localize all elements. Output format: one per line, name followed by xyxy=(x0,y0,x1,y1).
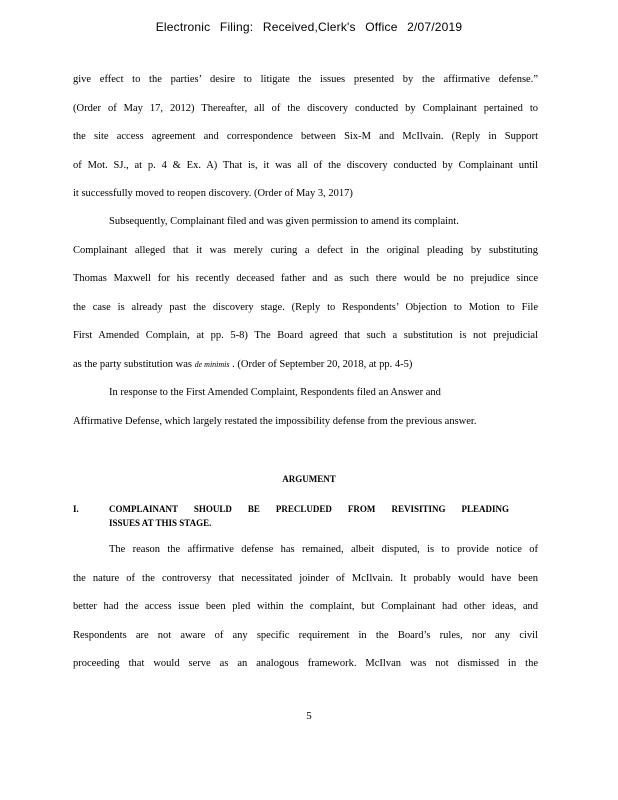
text-line: (Order of May 17, 2012) Thereafter, all of the discovery conducted by Complainant pertained to xyxy=(73,102,538,114)
text-line: proceeding that would serve as an analogous framework. McIlvan was not dismissed in the xyxy=(73,658,538,669)
text-line: the site access agreement and correspondence between Six-M and McIlvain. (Reply in Support xyxy=(73,131,538,142)
text-line: Affirmative Defense, which largely restated the impossibility defense from the previous answer. xyxy=(73,415,477,427)
paragraph-4 xyxy=(73,536,538,679)
text-line: give effect to the parties’ desire to litigate the issues presented by the affirmative defense.” xyxy=(73,74,538,85)
text-line: of Mot. SJ., at p. 4 & Ex. A) That is, it was all of the discovery conducted by Complainant until xyxy=(73,159,538,171)
section-title-line: COMPLAINANT SHOULD BE PRECLUDED FROM REVISITING PLEADING xyxy=(109,504,509,514)
text-line: Thomas Maxwell for his recently deceased father and as such there would be no prejudice since xyxy=(73,273,538,284)
text-fragment: . (Order of September 20, 2018, at pp. 4-5) xyxy=(232,358,413,370)
text-line: Subsequently, Complainant filed and was given permission to amend its complaint. xyxy=(109,216,459,227)
text-line: Respondents are not aware of any specific requirement in the Board’s rules, nor any civil xyxy=(73,629,538,641)
text-line xyxy=(73,351,538,380)
paragraph-3 xyxy=(73,379,538,436)
text-line: the nature of the controversy that necessitated joinder of McIlvain. It probably would have been xyxy=(73,572,538,584)
text-line: The reason the affirmative defense has remained, albeit disputed, is to provide notice of xyxy=(109,544,538,555)
italic-term: de minimis xyxy=(194,359,230,369)
section-title xyxy=(109,502,509,530)
filing-header: Electronic Filing: Received,Clerk's Office 2/07/2019 xyxy=(155,20,463,34)
argument-heading: ARGUMENT xyxy=(282,474,336,484)
text-line: Complainant alleged that it was merely curing a defect in the original pleading by substituting xyxy=(73,244,538,256)
text-line: it successfully moved to reopen discovery. (Order of May 3, 2017) xyxy=(73,188,353,199)
text-line: In response to the First Amended Complaint, Respondents filed an Answer and xyxy=(109,387,441,398)
section-number: I. xyxy=(73,504,79,514)
paragraph-2 xyxy=(73,208,538,379)
text-line: better had the access issue been pled within the complaint, but Complainant had other ideas, and xyxy=(73,601,538,612)
text-fragment: as the party substitution was xyxy=(73,358,192,370)
page-number: 5 xyxy=(306,710,312,722)
section-title-line: ISSUES AT THIS STAGE. xyxy=(109,518,212,528)
paragraph-1 xyxy=(73,66,538,209)
text-line: the case is already past the discovery stage. (Reply to Respondents’ Objection to Motion to File xyxy=(73,301,538,313)
text-line: First Amended Complain, at pp. 5-8) The Board agreed that such a substitution is not prejudicial xyxy=(73,330,538,341)
